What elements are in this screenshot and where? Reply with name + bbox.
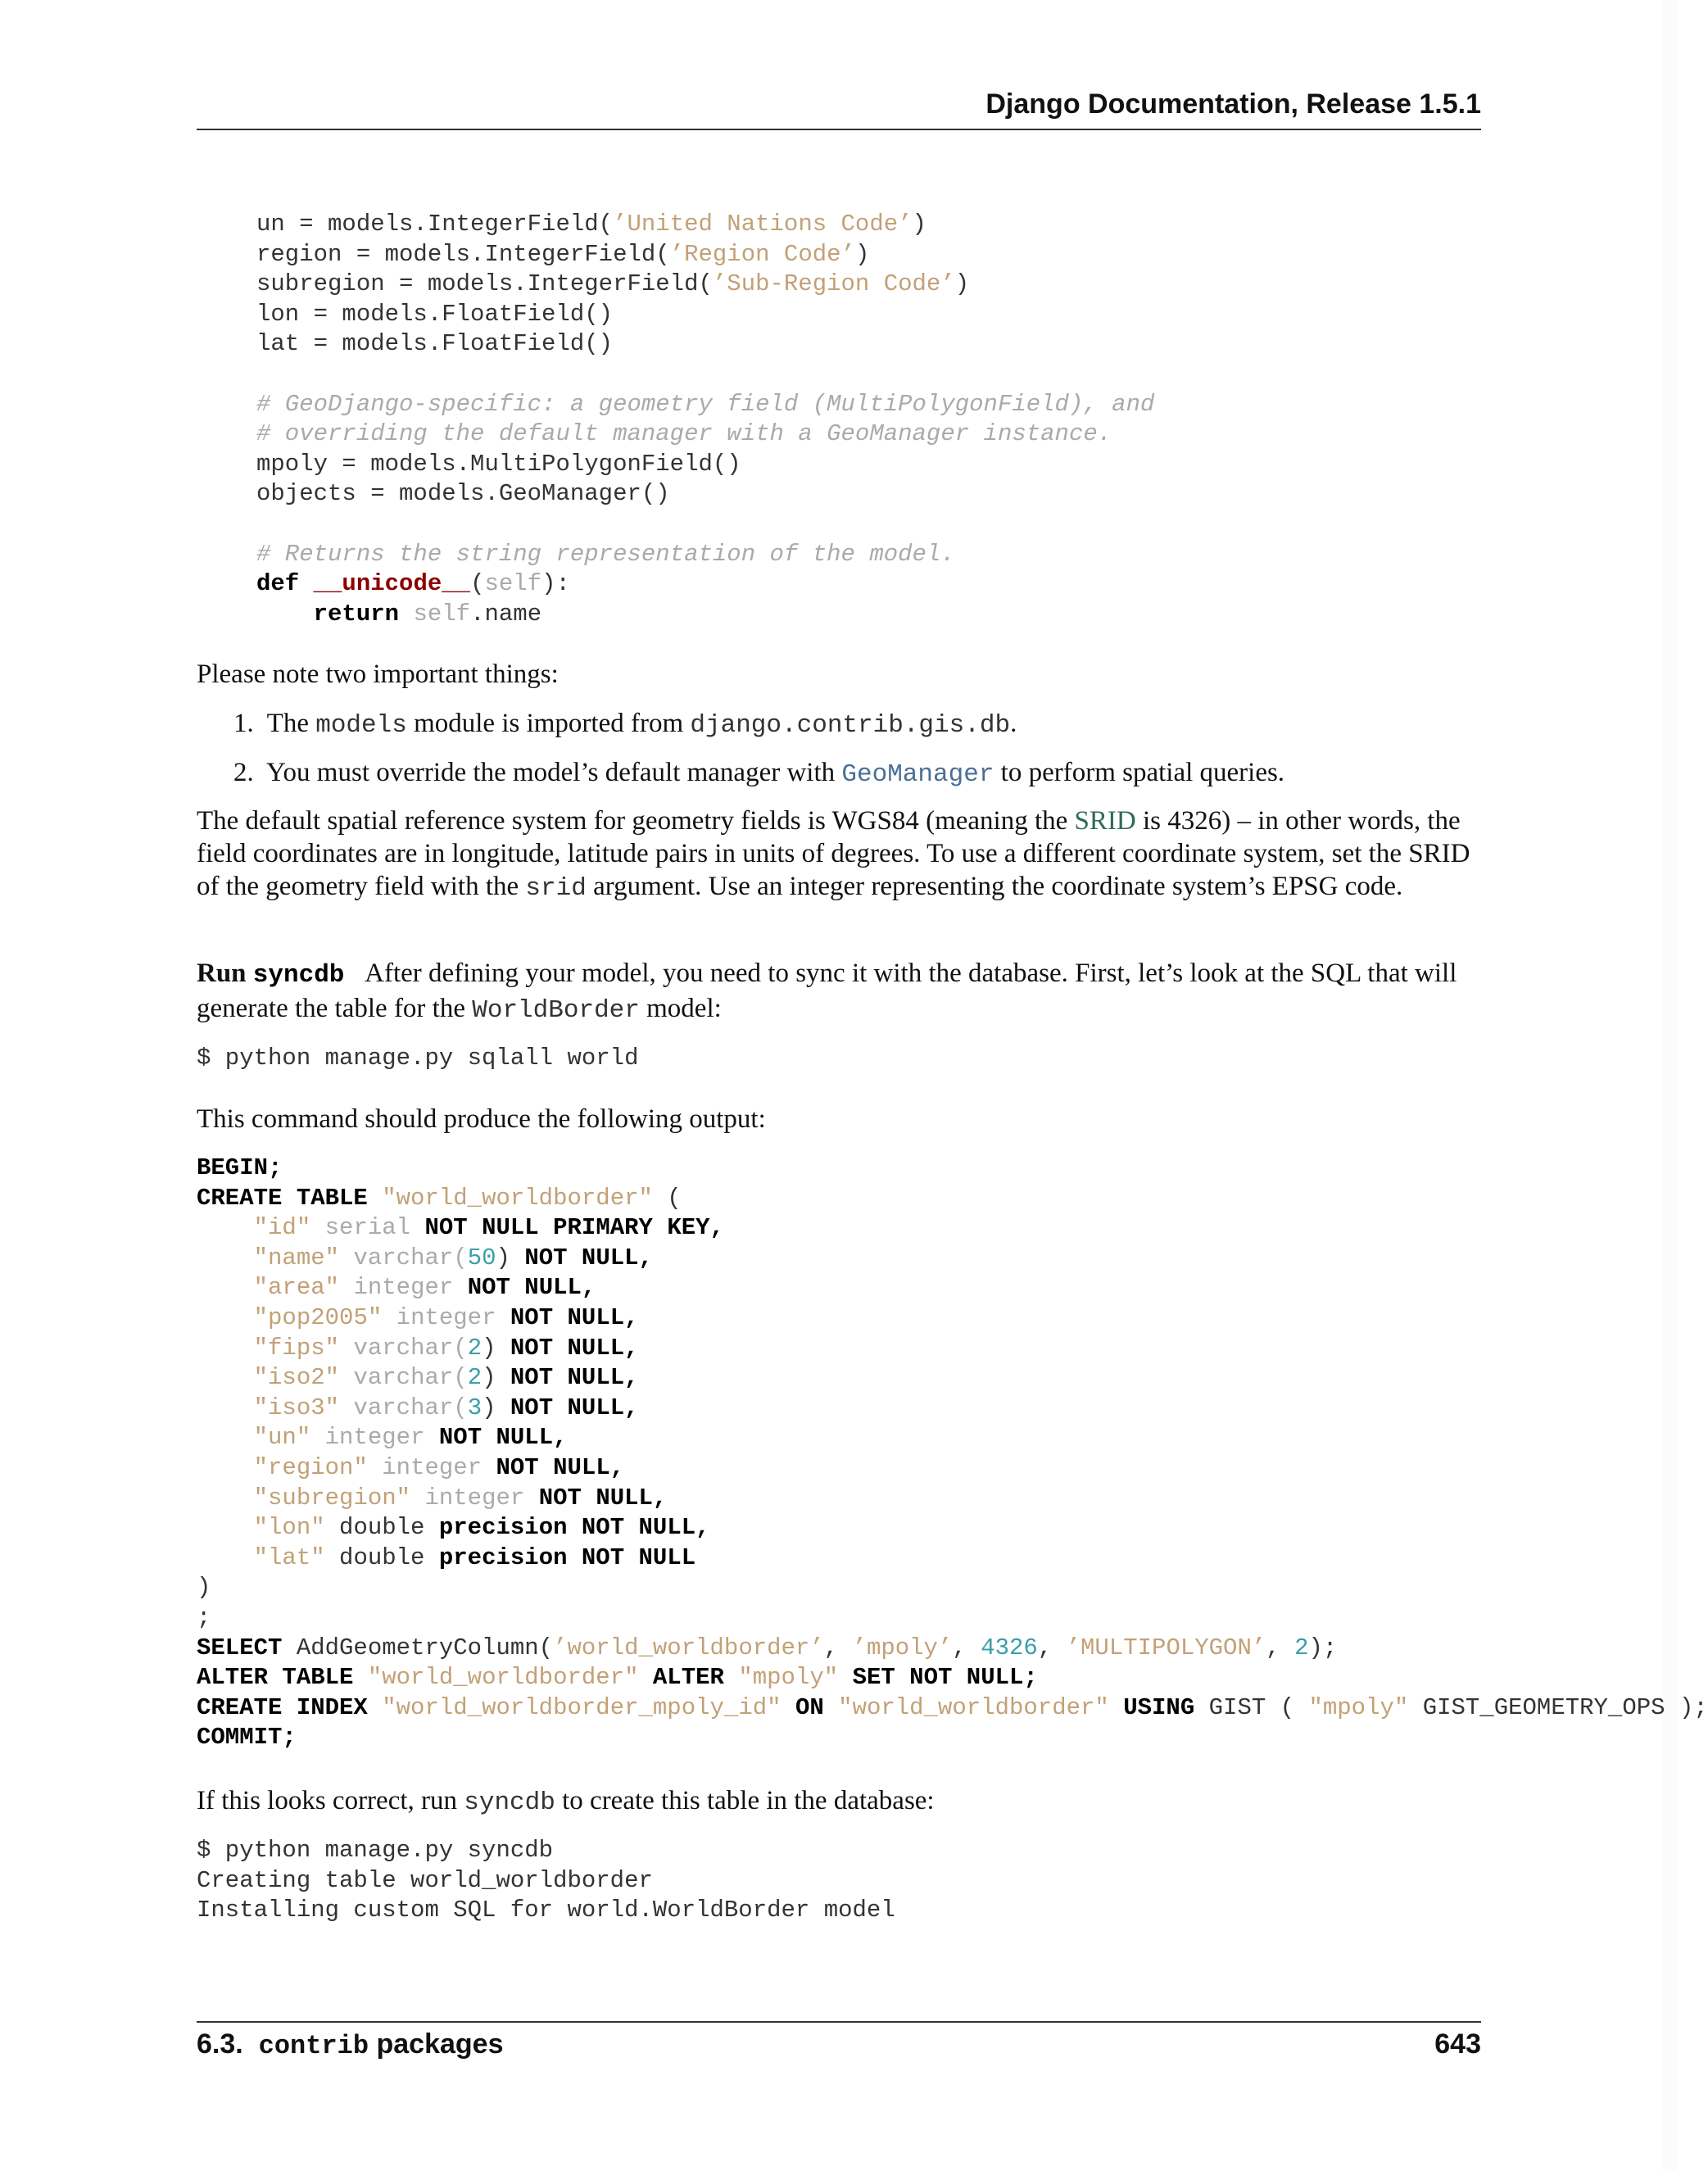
code-comment: # Returns the string representation of the model. [256, 540, 955, 568]
syncdb-paragraph: If this looks correct, run syncdb to create this table in the database: [197, 1786, 935, 1817]
header-rule [197, 129, 1481, 130]
list-item: 1. The models module is imported from django.contrib.gis.db. [233, 709, 1017, 740]
code-line: COMMIT; [197, 1724, 297, 1752]
list-item: 2. You must override the model’s default manager with GeoManager to perform spatial queries. [233, 758, 1285, 789]
paragraph-line: generate the table for the WorldBorder model: [197, 994, 722, 1025]
code-line: $ python manage.py syncdb [197, 1837, 554, 1864]
paragraph-line: of the geometry field with the srid argument. Use an integer representing the coordinate system’s EPSG code. [197, 872, 1403, 903]
paragraph-line: The default spatial reference system for geometry fields is WGS84 (meaning the SRID is 4326) – in other words, the [197, 806, 1461, 836]
code-line: objects = models.GeoManager() [256, 480, 670, 508]
page-edge [1663, 0, 1678, 2171]
code-line: def __unicode__(self): [256, 570, 570, 598]
sql-columns [197, 1214, 724, 1571]
running-footer [197, 2028, 1481, 2061]
sql-column-line: "id" serial NOT NULL PRIMARY KEY, [253, 1214, 724, 1242]
code-comment: # overriding the default manager with a GeoManager instance. [256, 420, 1112, 448]
paragraph-line: field coordinates are in longitude, latitude pairs in units of degrees. To use a different coordinate system, set the SRID [197, 839, 1470, 868]
note-intro: Please note two important things: [197, 659, 559, 689]
run-syncdb-paragraph [197, 957, 1481, 1027]
sql-column-line: "iso2" varchar(2) NOT NULL, [253, 1364, 639, 1392]
paragraph-line: Run syncdb After defining your model, you need to sync it with the database. First, let’s look at the SQL that will [197, 959, 1457, 990]
code-line: subregion = models.IntegerField(’Sub-Region Code’) [256, 270, 970, 298]
sql-column-line: "fips" varchar(2) NOT NULL, [253, 1334, 639, 1362]
sql-column-line: "lat" double precision NOT NULL [253, 1543, 696, 1571]
sqlall-command: $ python manage.py sqlall world [197, 1045, 639, 1072]
code-comment: # GeoDjango-specific: a geometry field (MultiPolygonField), and [256, 390, 1155, 418]
output-intro: This command should produce the following output: [197, 1104, 766, 1134]
code-line: CREATE INDEX "world_worldborder_mpoly_id" ON "world_worldborder" USING GIST ( "mpoly" GIST_GEOMETRY_OPS ); [197, 1693, 1708, 1721]
sql-column-line: "area" integer NOT NULL, [253, 1274, 596, 1302]
footer-rule [197, 2021, 1481, 2023]
sql-output-block [197, 1153, 1708, 1753]
sql-column-line: "region" integer NOT NULL, [253, 1453, 625, 1481]
code-line: Creating table world_worldborder [197, 1866, 653, 1894]
page-number: 643 [1434, 2028, 1481, 2060]
code-line: BEGIN; [197, 1154, 283, 1181]
running-header: Django Documentation, Release 1.5.1 [985, 88, 1481, 120]
code-line: SELECT AddGeometryColumn(’world_worldborder’, ’mpoly’, 4326, ’MULTIPOLYGON’, 2); [197, 1634, 1338, 1661]
syncdb-command-block [197, 1836, 895, 1926]
code-line: ALTER TABLE "world_worldborder" ALTER "mpoly" SET NOT NULL; [197, 1664, 1038, 1692]
code-line: ) [197, 1574, 211, 1602]
sql-column-line: "lon" double precision NOT NULL, [253, 1514, 710, 1542]
sql-column-line: "pop2005" integer NOT NULL, [253, 1303, 639, 1331]
srid-paragraph [197, 804, 1481, 905]
model-code-block [256, 210, 1154, 629]
code-line: return self.name [313, 600, 542, 628]
code-line: mpoly = models.MultiPolygonField() [256, 450, 741, 478]
code-line: CREATE TABLE "world_worldborder" ( [197, 1184, 682, 1212]
sql-column-line: "iso3" varchar(3) NOT NULL, [253, 1394, 639, 1421]
code-line: lat = models.FloatField() [256, 330, 614, 358]
code-line: lon = models.FloatField() [256, 300, 614, 328]
geomanager-link[interactable]: GeoManager [841, 760, 994, 789]
sql-column-line: "name" varchar(50) NOT NULL, [253, 1244, 653, 1271]
code-line: ; [197, 1603, 211, 1631]
run-syncdb-heading: Run syncdb [197, 959, 345, 990]
code-line: region = models.IntegerField(’Region Code’) [256, 240, 870, 268]
footer-section: 6.3. contrib packages [197, 2028, 504, 2061]
sql-column-line: "subregion" integer NOT NULL, [253, 1484, 668, 1512]
code-line: Installing custom SQL for world.WorldBorder model [197, 1897, 895, 1924]
srid-link[interactable]: SRID [1074, 806, 1136, 836]
code-line: un = models.IntegerField(’United Nations Code’) [256, 211, 926, 238]
sql-column-line: "un" integer NOT NULL, [253, 1424, 568, 1452]
